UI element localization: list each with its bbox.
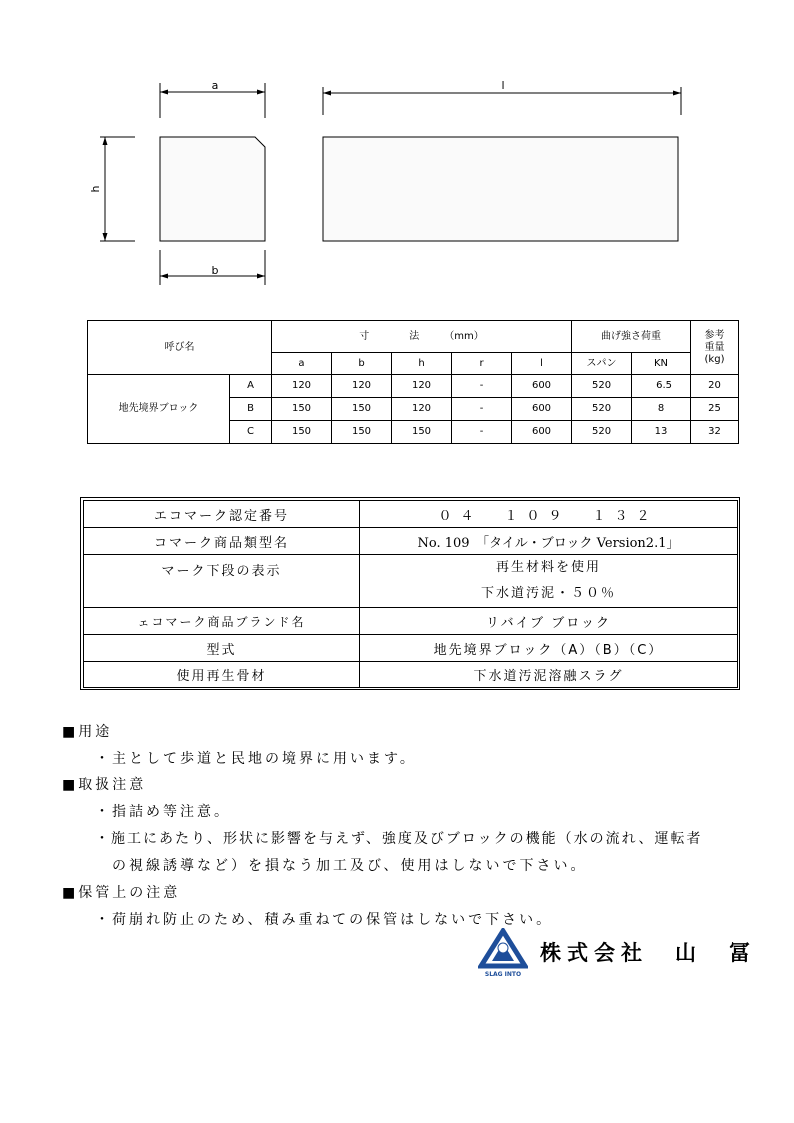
eco-value-line2: 下水道汚泥・５０％ bbox=[480, 586, 616, 601]
handling-item-2-line2: の視線誘導など）を損なう加工及び、使用はしないで下さい。 bbox=[112, 858, 588, 874]
header-weight-line1: 参考 bbox=[704, 329, 725, 341]
handling-item-1: ・指詰め等注意。 bbox=[95, 804, 231, 820]
storage-item: ・荷崩れ防止のため、積み重ねての保管はしないで下さい。 bbox=[95, 912, 554, 928]
eco-value: ０４ １０９ １３２ bbox=[360, 501, 738, 528]
header-weight bbox=[691, 321, 739, 375]
cell-b: 150 bbox=[332, 421, 392, 444]
cell-r: - bbox=[452, 398, 512, 421]
eco-label: マーク下段の表示 bbox=[84, 555, 360, 608]
header-weight-line3: (kg) bbox=[704, 353, 725, 365]
table-row bbox=[84, 528, 738, 555]
subheader-span: スパン bbox=[572, 353, 632, 375]
eco-label: 型式 bbox=[84, 635, 360, 662]
dimension-table bbox=[87, 320, 739, 444]
eco-label: ェコマーク商品ブランド名 bbox=[84, 608, 360, 635]
cross-section bbox=[160, 137, 265, 241]
usage-item: ・主として歩道と民地の境界に用います。 bbox=[95, 751, 417, 767]
dim-label-a: a bbox=[211, 79, 219, 92]
subheader-b: b bbox=[332, 353, 392, 375]
eco-label: 使用再生骨材 bbox=[84, 662, 360, 688]
eco-value bbox=[360, 555, 738, 608]
table-row bbox=[88, 375, 739, 398]
header-name: 呼び名 bbox=[88, 321, 272, 375]
cell-r: - bbox=[452, 421, 512, 444]
cell-type: C bbox=[230, 421, 272, 444]
dim-label-b: b bbox=[211, 264, 219, 277]
subheader-l: l bbox=[512, 353, 572, 375]
subheader-kn: KN bbox=[632, 353, 691, 375]
product-name: 地先境界ブロック bbox=[88, 375, 230, 444]
storage-heading: ■保管上の注意 bbox=[62, 885, 181, 901]
subheader-h: h bbox=[392, 353, 452, 375]
eco-value-line1: 再生材料を使用 bbox=[495, 560, 601, 575]
eco-value: No. 109 「タイル・ブロック Version2.1」 bbox=[360, 528, 738, 555]
handling-heading: ■取扱注意 bbox=[62, 777, 147, 793]
header-strength: 曲げ強さ荷重 bbox=[572, 321, 691, 353]
eco-value: リバイブ ブロック bbox=[360, 608, 738, 635]
cell-weight: 20 bbox=[691, 375, 739, 398]
cell-a: 120 bbox=[272, 375, 332, 398]
cell-h: 150 bbox=[392, 421, 452, 444]
block-drawing bbox=[0, 0, 794, 300]
side-view bbox=[323, 137, 678, 241]
table-row bbox=[84, 501, 738, 528]
cell-span: 520 bbox=[572, 421, 632, 444]
dim-label-l: l bbox=[501, 79, 505, 92]
cell-kn: 6.5 bbox=[632, 375, 691, 398]
logo-text: SLAG INTO bbox=[484, 971, 522, 978]
cell-h: 120 bbox=[392, 375, 452, 398]
cell-span: 520 bbox=[572, 398, 632, 421]
cell-span: 520 bbox=[572, 375, 632, 398]
header-dimensions: 寸 法 （mm） bbox=[272, 321, 572, 353]
cell-kn: 13 bbox=[632, 421, 691, 444]
cell-weight: 25 bbox=[691, 398, 739, 421]
handling-item-2-line1: ・施工にあたり、形状に影響を与えず、強度及びブロックの機能（水の流れ、運転者 bbox=[95, 831, 703, 847]
subheader-a: a bbox=[272, 353, 332, 375]
cell-weight: 32 bbox=[691, 421, 739, 444]
eco-label: コマーク商品類型名 bbox=[84, 528, 360, 555]
cell-a: 150 bbox=[272, 421, 332, 444]
subheader-r: r bbox=[452, 353, 512, 375]
table-row bbox=[84, 555, 738, 608]
ecomark-table bbox=[83, 500, 738, 688]
header-weight-line2: 重量 bbox=[704, 341, 725, 353]
cell-b: 120 bbox=[332, 375, 392, 398]
eco-value: 地先境界ブロック（A）（B）（C） bbox=[360, 635, 738, 662]
company-name: 株式会社 山 冨 bbox=[540, 941, 756, 965]
table-row bbox=[84, 662, 738, 688]
cell-b: 150 bbox=[332, 398, 392, 421]
company-logo bbox=[478, 928, 528, 978]
eco-label: エコマーク認定番号 bbox=[84, 501, 360, 528]
cell-a: 150 bbox=[272, 398, 332, 421]
eco-value: 下水道汚泥溶融スラグ bbox=[360, 662, 738, 688]
cell-l: 600 bbox=[512, 421, 572, 444]
cell-type: A bbox=[230, 375, 272, 398]
cell-l: 600 bbox=[512, 398, 572, 421]
table-row bbox=[84, 608, 738, 635]
cell-type: B bbox=[230, 398, 272, 421]
cell-h: 120 bbox=[392, 398, 452, 421]
dim-label-h: h bbox=[89, 185, 102, 193]
cell-r: - bbox=[452, 375, 512, 398]
cell-l: 600 bbox=[512, 375, 572, 398]
table-row bbox=[84, 635, 738, 662]
usage-heading: ■用途 bbox=[62, 724, 113, 740]
cell-kn: 8 bbox=[632, 398, 691, 421]
